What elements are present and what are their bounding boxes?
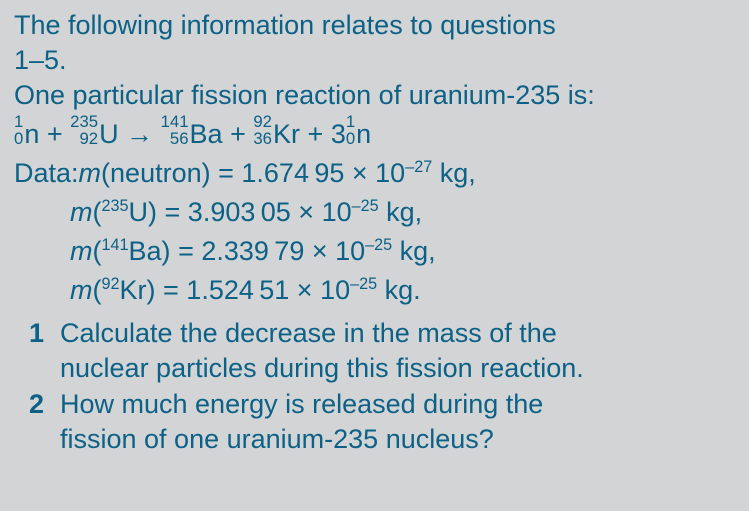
question-text-line-1: Calculate the decrease in the mass of the xyxy=(60,318,557,349)
neutron-mass-value: = 1.674 95 × 10 xyxy=(218,158,406,189)
plus-sign-2: + xyxy=(230,119,246,150)
uranium-symbol: U xyxy=(99,119,119,150)
data-label: Data: xyxy=(14,158,79,189)
question-text-line-1: How much energy is released during the xyxy=(60,389,544,420)
paren-close: ) xyxy=(161,236,171,267)
fission-equation xyxy=(14,113,735,154)
neutron-left-symbol: n xyxy=(24,119,40,150)
question-text-line-2: nuclear particles during this fission reaction. xyxy=(60,353,584,384)
question-list xyxy=(14,316,735,457)
uranium-indices: 235 92 xyxy=(70,112,99,149)
neutron-mass-unit: kg, xyxy=(432,158,476,189)
question-text xyxy=(60,387,735,457)
barium-indices: 141 56 xyxy=(160,112,189,149)
uranium-mass-unit: kg, xyxy=(378,197,423,228)
question-text xyxy=(60,316,735,386)
neutron-right-symbol: n xyxy=(356,119,372,150)
plus-sign-1: + xyxy=(46,119,63,150)
mass-symbol: m xyxy=(70,275,93,306)
intro-line-1: The following information relates to questions xyxy=(14,10,556,40)
intro-line-2: 1–5. xyxy=(14,45,67,75)
krypton-mass-unit: kg. xyxy=(377,275,421,306)
mass-symbol: m xyxy=(78,158,102,189)
question-text-line-2: fission of one uranium-235 nucleus? xyxy=(60,424,494,455)
question-number: 2 xyxy=(28,389,44,420)
data-row-uranium xyxy=(14,193,735,232)
neutron-arg: (neutron) xyxy=(101,158,211,189)
plus-sign-3: + xyxy=(307,119,324,150)
uranium-symbol: U xyxy=(128,197,149,228)
data-row-krypton xyxy=(14,271,735,310)
barium-mass-exponent: –25 xyxy=(365,236,393,255)
question-item xyxy=(14,316,735,386)
paren-close: ) xyxy=(146,275,156,306)
barium-mass-unit: kg, xyxy=(392,236,436,267)
data-row-barium xyxy=(14,232,735,271)
barium-mass-value: = 2.339 79 × 10 xyxy=(178,236,366,267)
krypton-mass-value: = 1.524 51 × 10 xyxy=(163,275,351,306)
krypton-symbol: Kr xyxy=(273,119,300,150)
barium-symbol: Ba xyxy=(128,236,162,267)
question-item xyxy=(14,387,735,457)
uranium-mass-number: 235 xyxy=(101,197,129,216)
data-row-neutron xyxy=(14,154,735,193)
barium-symbol: Ba xyxy=(189,119,223,150)
question-number: 1 xyxy=(28,318,44,349)
barium-mass-number: 141 xyxy=(101,236,129,255)
neutron-coefficient: 3 xyxy=(330,119,346,150)
reaction-arrow-icon: → xyxy=(126,119,154,150)
krypton-mass-number: 92 xyxy=(101,275,120,294)
paren-close: ) xyxy=(148,197,158,228)
paren-open: ( xyxy=(92,197,102,228)
uranium-mass-exponent: –25 xyxy=(351,197,379,216)
neutron-left-indices: 1 0 xyxy=(14,112,24,149)
paren-open: ( xyxy=(92,236,102,267)
neutron-mass-exponent: –27 xyxy=(405,158,433,177)
mass-symbol: m xyxy=(70,197,93,228)
krypton-symbol: Kr xyxy=(119,275,147,306)
mass-symbol: m xyxy=(70,236,93,267)
uranium-mass-value: = 3.903 05 × 10 xyxy=(164,197,352,228)
intro-line-3: One particular fission reaction of uranium-235 is: xyxy=(14,80,595,110)
krypton-mass-exponent: –25 xyxy=(350,275,378,294)
krypton-indices: 92 36 xyxy=(253,112,272,149)
neutron-right-indices: 1 0 xyxy=(345,112,356,149)
paren-open: ( xyxy=(92,275,102,306)
